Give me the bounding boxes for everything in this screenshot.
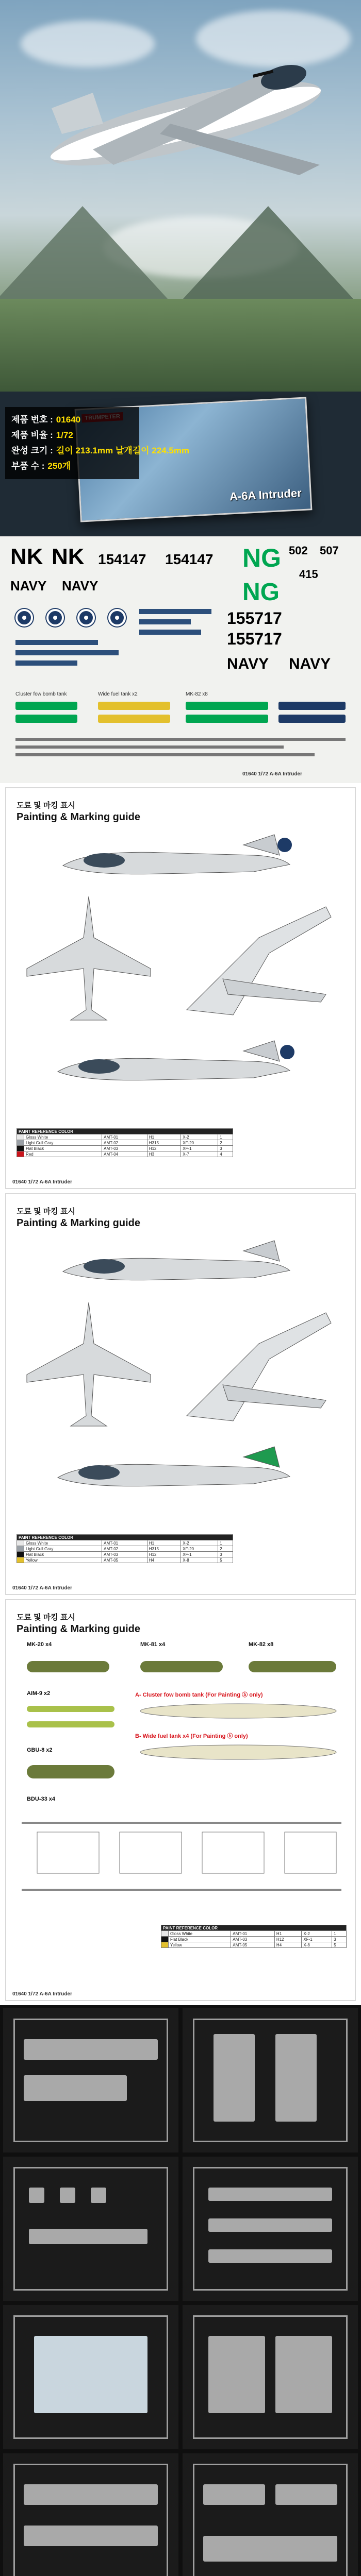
sheet-header xyxy=(17,1612,140,1635)
table-cell: Yellow xyxy=(169,1942,231,1948)
roundel-decal xyxy=(108,609,126,626)
table-cell: X-2 xyxy=(181,1134,218,1140)
aircraft-top-view xyxy=(22,1297,156,1431)
table-cell: 2 xyxy=(218,1140,233,1146)
sprue-part xyxy=(24,2526,158,2546)
sprue-photo xyxy=(183,2008,358,2153)
table-cell: Light Gull Gray xyxy=(24,1140,102,1146)
ordnance-label: GBU-8 x2 xyxy=(27,1747,53,1753)
table-cell: 3 xyxy=(218,1146,233,1151)
table-cell: X-2 xyxy=(181,1540,218,1546)
sheet-footer: 01640 1/72 A-6A Intruder xyxy=(12,1179,72,1185)
aircraft-side-view-lower xyxy=(53,1436,300,1514)
sprue-photo xyxy=(3,2008,178,2153)
table-cell: AMT-03 xyxy=(102,1146,147,1151)
table-cell: H4 xyxy=(147,1557,180,1563)
table-cell: 3 xyxy=(332,1937,347,1942)
decal-serial: 155717 xyxy=(227,609,282,628)
spec-row xyxy=(11,443,190,459)
ordnance-label: BDU-33 x4 xyxy=(27,1796,56,1802)
sprue-part xyxy=(60,2188,75,2203)
roundel-decal xyxy=(46,609,64,626)
sprue-part xyxy=(24,2075,127,2101)
aircraft-iso-view xyxy=(171,1297,341,1431)
paint-reference-table xyxy=(17,1128,233,1157)
paint-reference-table xyxy=(161,1925,347,1948)
pylon-diagram xyxy=(17,1811,347,1914)
sprue-part xyxy=(29,2188,44,2203)
table-cell: Flat Black xyxy=(24,1552,102,1557)
color-swatch xyxy=(161,1931,169,1937)
table-cell: AMT-03 xyxy=(231,1937,275,1942)
table-row xyxy=(17,1140,233,1146)
spec-row xyxy=(11,428,133,443)
sprue-part xyxy=(203,2536,337,2562)
color-swatch xyxy=(17,1151,24,1157)
green-stripe-decal xyxy=(15,715,77,723)
aim-9 xyxy=(27,1701,120,1737)
decal-stencil xyxy=(15,738,346,741)
aircraft-iso-view xyxy=(171,891,341,1025)
spec-key: 제품 비율 : xyxy=(11,430,53,440)
spec-row xyxy=(11,459,133,474)
sprue-part xyxy=(91,2188,106,2203)
sprue-part xyxy=(24,2039,158,2060)
color-swatch xyxy=(161,1942,169,1948)
color-swatch xyxy=(17,1146,24,1151)
ordnance-guide-sheet xyxy=(5,1599,356,2001)
sheet-footer: 01640 1/72 A-6A Intruder xyxy=(12,1991,72,1997)
decal-stencil xyxy=(139,619,191,624)
fuel-tank xyxy=(135,1742,341,1762)
color-swatch xyxy=(161,1937,169,1942)
sprue-part xyxy=(29,2229,147,2244)
sprue-photo xyxy=(3,2453,178,2576)
table-cell: AMT-02 xyxy=(102,1546,147,1552)
sprue-part xyxy=(275,2484,337,2505)
decal-sheet xyxy=(0,536,361,783)
table-cell: H1 xyxy=(147,1540,180,1546)
table-header-cell: PAINT REFERENCE COLOR xyxy=(17,1535,233,1540)
table-cell: 2 xyxy=(218,1546,233,1552)
decal-navy: NAVY xyxy=(227,655,269,672)
decal-ng: NG xyxy=(242,544,281,572)
table-cell: Light Gull Gray xyxy=(24,1546,102,1552)
table-header-row xyxy=(161,1925,347,1931)
decal-caption: Cluster fow bomb tank xyxy=(15,691,67,697)
sprue-part xyxy=(214,2034,255,2122)
table-row xyxy=(17,1151,233,1157)
clear-part xyxy=(34,2336,147,2413)
color-swatch xyxy=(17,1134,24,1140)
sprue-part xyxy=(208,2188,332,2201)
table-cell: AMT-01 xyxy=(102,1540,147,1546)
table-row xyxy=(161,1931,347,1937)
navy-stripe-decal xyxy=(278,702,346,710)
color-swatch xyxy=(17,1540,24,1546)
sheet-title-en: Painting & Marking guide xyxy=(17,1623,141,1635)
decal-navy: NAVY xyxy=(10,578,47,594)
green-stripe-decal xyxy=(15,702,77,710)
sheet-header xyxy=(17,800,140,823)
decal-caption: MK-82 x8 xyxy=(186,691,208,697)
table-cell: H12 xyxy=(274,1937,301,1942)
decal-nk: NK xyxy=(10,544,43,569)
painting-guide-sheet-1 xyxy=(5,787,356,1189)
spec-row xyxy=(11,412,133,428)
green-stripe-decal xyxy=(186,702,268,710)
sprue-photo xyxy=(183,2453,358,2576)
aircraft-side-view xyxy=(58,1230,295,1302)
decal-modex: 507 xyxy=(320,544,339,557)
table-cell: XF-20 xyxy=(181,1140,218,1146)
table-cell: 5 xyxy=(332,1942,347,1948)
sprue-part xyxy=(275,2034,317,2122)
table-cell: X-7 xyxy=(181,1151,218,1157)
ordnance-label: MK-81 x4 xyxy=(140,1641,166,1648)
color-swatch xyxy=(17,1546,24,1552)
decal-ng: NG xyxy=(242,579,280,606)
spec-key: 부품 수 : xyxy=(11,461,45,471)
decal-stencil xyxy=(15,745,284,749)
table-cell: AMT-01 xyxy=(231,1931,275,1937)
paint-reference-table xyxy=(17,1534,233,1563)
table-header-cell: PAINT REFERENCE COLOR xyxy=(161,1925,347,1931)
decal-stencil xyxy=(139,609,211,614)
table-cell: H12 xyxy=(147,1552,180,1557)
sprue-part xyxy=(208,2218,332,2232)
table-row xyxy=(17,1146,233,1151)
table-cell: AMT-04 xyxy=(102,1151,147,1157)
table-cell: AMT-05 xyxy=(102,1557,147,1563)
navy-stripe-decal xyxy=(278,715,346,723)
table-cell: X-8 xyxy=(181,1557,218,1563)
table-cell: H4 xyxy=(274,1942,301,1948)
spec-key: 제품 번호 : xyxy=(11,415,53,425)
table-row xyxy=(17,1540,233,1546)
table-row xyxy=(161,1942,347,1948)
table-cell: AMT-03 xyxy=(102,1552,147,1557)
cluster-tank xyxy=(135,1701,341,1721)
table-header-cell: PAINT REFERENCE COLOR xyxy=(17,1129,233,1134)
aircraft-top-view xyxy=(22,891,156,1025)
spec-key: 완성 크기 : xyxy=(11,446,53,455)
ordnance-note: B- Wide fuel tank x4 (For Painting ⓑ only) xyxy=(135,1733,248,1739)
color-swatch xyxy=(17,1552,24,1557)
table-cell: AMT-02 xyxy=(102,1140,147,1146)
sheet-title-en: Painting & Marking guide xyxy=(17,811,141,823)
table-cell: H12 xyxy=(147,1146,180,1151)
table-cell: XF-20 xyxy=(181,1546,218,1552)
table-cell: Yellow xyxy=(24,1557,102,1563)
decal-stencil xyxy=(15,753,315,756)
table-cell: XF-1 xyxy=(302,1937,332,1942)
table-cell: 1 xyxy=(332,1931,347,1937)
decal-stencil xyxy=(15,640,98,645)
color-swatch xyxy=(17,1140,24,1146)
table-cell: AMT-05 xyxy=(231,1942,275,1948)
table-cell: 1 xyxy=(218,1540,233,1546)
sheet-title-ko: 도료 및 마킹 표시 xyxy=(17,1207,75,1216)
sheet-footer: 01640 1/72 A-6A Intruder xyxy=(12,1585,72,1591)
bombs-row-1 xyxy=(27,1652,347,1683)
aircraft-illustration xyxy=(31,46,340,201)
box-title: A-6A Intruder xyxy=(229,486,302,503)
decal-stencil xyxy=(15,660,77,666)
table-cell: H1 xyxy=(147,1134,180,1140)
ordnance-label: AIM-9 x2 xyxy=(27,1690,51,1697)
table-cell: Flat Black xyxy=(24,1146,102,1151)
sprue-part xyxy=(208,2249,332,2263)
color-swatch xyxy=(17,1557,24,1563)
table-row xyxy=(17,1552,233,1557)
decal-nk: NK xyxy=(52,544,85,569)
sprue-frame xyxy=(13,2464,168,2576)
table-cell: H315 xyxy=(147,1140,180,1146)
aircraft-side-view xyxy=(58,824,295,896)
decal-serial: 154147 xyxy=(165,551,214,567)
table-cell: H3 xyxy=(147,1151,180,1157)
sprue-photo xyxy=(183,2157,358,2301)
ordnance-label: MK-20 x4 xyxy=(27,1641,52,1648)
spec-panel xyxy=(5,407,190,479)
table-cell: Gloss White xyxy=(169,1931,231,1937)
table-cell: AMT-01 xyxy=(102,1134,147,1140)
table-cell: XF-1 xyxy=(181,1552,218,1557)
sprue-photo xyxy=(3,2157,178,2301)
table-header-row xyxy=(17,1129,233,1134)
painting-guide-sheet-2 xyxy=(5,1193,356,1595)
table-cell: X-8 xyxy=(302,1942,332,1948)
spec-value: 1/72 xyxy=(56,430,73,440)
hero-boxart xyxy=(0,0,361,392)
table-cell: Red xyxy=(24,1151,102,1157)
table-cell: Flat Black xyxy=(169,1937,231,1942)
spec-value: 길이 213.1mm 날개길이 224.5mm xyxy=(56,446,190,455)
sprue-part xyxy=(275,2336,332,2413)
decal-navy: NAVY xyxy=(289,655,331,672)
green-stripe-decal xyxy=(186,715,268,723)
table-row xyxy=(17,1557,233,1563)
table-cell: 3 xyxy=(218,1552,233,1557)
yellow-stripe-decal xyxy=(98,702,170,710)
sprue-photos xyxy=(0,2005,361,2576)
sprue-part xyxy=(24,2484,158,2505)
decal-modex: 415 xyxy=(299,568,318,581)
decal-navy: NAVY xyxy=(62,578,99,594)
sheet-header xyxy=(17,1206,140,1229)
decal-serial: 154147 xyxy=(98,551,146,567)
table-cell: Gloss White xyxy=(24,1134,102,1140)
table-cell: H315 xyxy=(147,1546,180,1552)
ordnance-note: A- Cluster fow bomb tank (For Painting ⓑ only) xyxy=(135,1692,263,1698)
table-cell: 5 xyxy=(218,1557,233,1563)
decal-caption: Wide fuel tank x2 xyxy=(98,691,138,697)
table-cell: Gloss White xyxy=(24,1540,102,1546)
roundel-decal xyxy=(15,609,33,626)
sheet-title-ko: 도료 및 마킹 표시 xyxy=(17,1613,75,1622)
table-cell: X-2 xyxy=(302,1931,332,1937)
table-row xyxy=(17,1134,233,1140)
spec-value: 01640 xyxy=(56,415,81,425)
table-row xyxy=(161,1937,347,1942)
table-header-row xyxy=(17,1535,233,1540)
decal-modex: 502 xyxy=(289,544,308,557)
table-cell: H1 xyxy=(274,1931,301,1937)
sheet-title-ko: 도료 및 마킹 표시 xyxy=(17,801,75,810)
decal-sheet-footer: 01640 1/72 A-6A Intruder xyxy=(242,771,302,777)
sprue-photo xyxy=(3,2305,178,2449)
box-and-spec xyxy=(0,392,361,536)
ground xyxy=(0,299,361,392)
decal-stencil xyxy=(15,650,119,655)
table-cell: 1 xyxy=(218,1134,233,1140)
ordnance-label: MK-82 x8 xyxy=(249,1641,274,1648)
table-cell: XF-1 xyxy=(181,1146,218,1151)
roundel-decal xyxy=(77,609,95,626)
sprue-photo xyxy=(183,2305,358,2449)
spec-value: 250개 xyxy=(47,461,71,471)
decal-serial: 155717 xyxy=(227,630,282,648)
aircraft-side-view-lower xyxy=(53,1030,300,1108)
sprue-part xyxy=(203,2484,265,2505)
yellow-stripe-decal xyxy=(98,715,170,723)
gbu-8 xyxy=(27,1757,120,1788)
table-cell: 4 xyxy=(218,1151,233,1157)
sprue-part xyxy=(208,2336,265,2413)
decal-stencil xyxy=(139,630,201,635)
sheet-title-en: Painting & Marking guide xyxy=(17,1217,141,1229)
table-row xyxy=(17,1546,233,1552)
